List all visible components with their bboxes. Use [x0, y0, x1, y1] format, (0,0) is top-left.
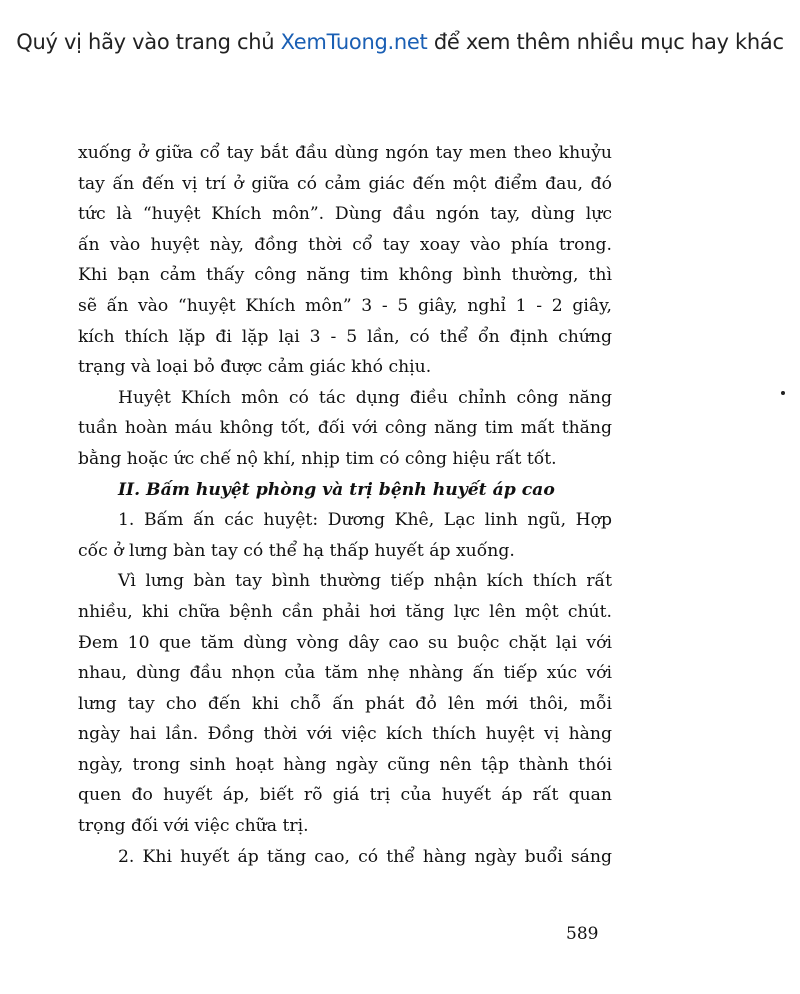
text-line: Vì lưng bàn tay bình thường tiếp nhận kích thích rất: [118, 571, 612, 592]
text-line: nhau, dùng đầu nhọn của tăm nhẹ nhàng ấn tiếp xúc với: [78, 663, 612, 684]
text-line: 1. Bấm ấn các huyệt: Dương Khê, Lạc linh ngũ, Hợp: [118, 510, 612, 531]
text-line: xuống ở giữa cổ tay bắt đầu dùng ngón tay men theo khuỷu: [78, 143, 612, 163]
text-line: kích thích lặp đi lặp lại 3 - 5 lần, có thể ổn định chứng: [78, 326, 612, 347]
text-line: cốc ở lưng bàn tay có thể hạ thấp huyết áp xuống.: [78, 540, 515, 561]
text-line: trạng và loại bỏ được cảm giác khó chịu.: [78, 357, 432, 378]
text-line: ấn vào huyệt này, đồng thời cổ tay xoay vào phía trong.: [78, 234, 612, 255]
text-line: trọng đối với việc chữa trị.: [78, 816, 309, 837]
text-line: quen đo huyết áp, biết rõ giá trị của huyết áp rất quan: [78, 785, 612, 806]
text-line: tay ấn đến vị trí ở giữa có cảm giác đến một điểm đau, đó: [78, 173, 612, 194]
text-line: 2. Khi huyết áp tăng cao, có thể hàng ngày buổi sáng: [118, 846, 612, 867]
banner-site-link[interactable]: XemTuong.net: [280, 30, 428, 54]
site-banner: [0, 30, 800, 54]
text-line: lưng tay cho đến khi chỗ ấn phát đỏ lên mới thôi, mỗi: [78, 693, 612, 714]
text-line: tuần hoàn máu không tốt, đối với công năng tim mất thăng: [78, 418, 612, 439]
text-line: sẽ ấn vào “huyệt Khích môn” 3 - 5 giây, nghỉ 1 - 2 giây,: [78, 295, 612, 316]
text-line: Đem 10 que tăm dùng vòng dây cao su buộc chặt lại với: [78, 632, 612, 653]
text-line: ngày hai lần. Đồng thời với việc kích thích huyệt vị hàng: [78, 724, 612, 745]
page-body: [78, 138, 612, 872]
banner-suffix: để xem thêm nhiều mục hay khác: [427, 30, 784, 54]
page-number: 589: [566, 924, 599, 944]
text-line: ngày, trong sinh hoạt hàng ngày cũng nên tập thành thói: [78, 754, 612, 775]
text-line: nhiều, khi chữa bệnh cần phải hơi tăng lực lên một chút.: [78, 601, 612, 622]
text-line: Huyệt Khích môn có tác dụng điều chỉnh công năng: [118, 387, 612, 408]
banner-prefix: Quý vị hãy vào trang chủ: [16, 30, 281, 54]
stray-dot: [781, 391, 785, 395]
text-line: bằng hoặc ức chế nộ khí, nhịp tim có công hiệu rất tốt.: [78, 448, 557, 469]
text-line: tức là “huyệt Khích môn”. Dùng đầu ngón tay, dùng lực: [78, 204, 612, 225]
section-heading: II. Bấm huyệt phòng và trị bệnh huyết áp cao: [118, 479, 555, 500]
text-line: Khi bạn cảm thấy công năng tim không bình thường, thì: [78, 265, 612, 286]
